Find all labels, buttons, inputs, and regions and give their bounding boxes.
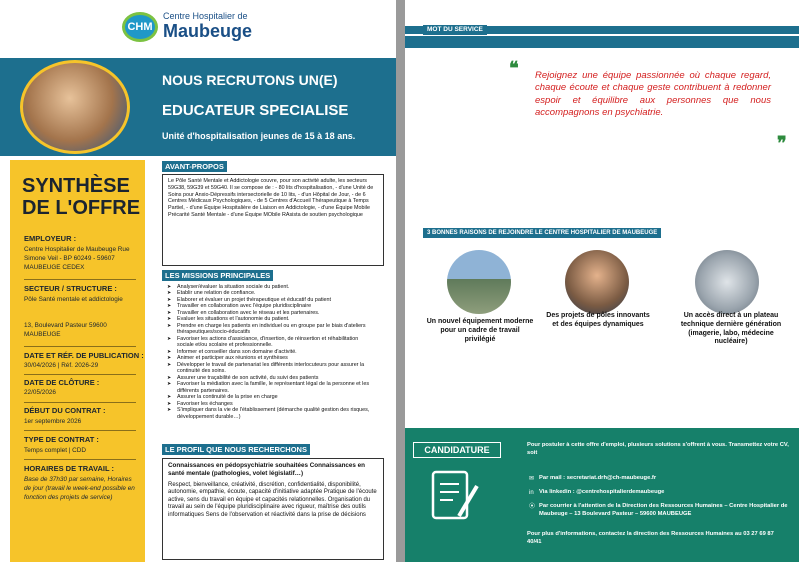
raison-1: Un nouvel équipement moderne pour un cadre de travail privilégié [426,318,534,343]
mission-item: ➤ Prendre en charge les patients en individuel ou en groupe par le biais d'ateliers thérapeutiques/socio-éducatifs [165,323,375,336]
mail-icon: ✉ [529,476,535,482]
linkedin-icon: in [529,490,534,496]
mission-item: ➤ Développer le travail de partenariat les différents interlocuteurs pour assurer la continuité des soins. [165,362,375,375]
mission-item: ➤ Etablir une relation de confiance. [165,290,375,296]
mot-heading: MOT DU SERVICE [423,25,487,35]
candidature-linkedin[interactable]: Via linkedin : @centrehospitalierdemaubeuge [539,489,665,495]
page-left [0,0,396,562]
candidature-contact: Pour plus d'informations, contactez la direction des Ressources Humaines au 03 27 69 87 40/41 [527,531,774,545]
cloture-value: 22/05/2026 [24,389,56,396]
mission-item: ➤ Assurer la continuité de la prise en charge [165,394,375,400]
candidature-courrier: Par courrier à l'attention de la Direction des Ressources Humaines – Centre Hospitalier de Maubeuge – 13 Boulevard Pasteur – 59600 MAUBEUGE [539,503,788,517]
scanner-photo [695,250,759,314]
candidature-heading: CANDIDATURE [413,442,501,458]
logo-line2: Maubeuge [163,21,253,42]
form-pen-icon [429,466,485,536]
location-icon: ⦿ [529,504,536,510]
missions-list [165,284,375,420]
hospital-building-photo [447,250,511,314]
debut-value: 1er septembre 2026 [24,418,82,425]
profil-heading: LE PROFIL QUE NOUS RECHERCHONS [162,444,310,455]
profil-text: Respect, bienveillance, créativité, discrétion, confidentialité, disponibilité, autonomie, empathie, écoute, capacité d'initiative adaptée Pratique de l'écoute active, sens du travail en équipe et capacités relationnelles. Organisation du travail au sein de l'équipe pluridisciplinaire avec rigueur, maîtrise des outils informatiques Sens de l'observation et réactivité dans la prise de décisions [168,481,377,518]
mission-item: ➤ Evaluer les situations et l'autonomie du patient. [165,316,375,322]
debut-label: DÉBUT DU CONTRAT : [24,406,106,415]
mission-item: ➤ Elaborer et évaluer un projet thérapeutique et éducatif du patient [165,297,375,303]
quote-close-icon: ❞ [777,133,787,153]
logo-line1: Centre Hospitalier de [163,11,248,22]
student-photo [20,60,130,154]
raison-3: Un accès direct à un plateau technique dernière génération (imagerie, labo, médecine nucléaire) [680,312,782,346]
quote-open-icon: ❝ [509,58,519,78]
recruit-title: NOUS RECRUTONS UN(E) [162,72,338,88]
missions-heading: LES MISSIONS PRINCIPALES [162,270,273,281]
job-title: EDUCATEUR SPECIALISE [162,102,349,119]
avant-propos-heading: AVANT-PROPOS [162,161,227,172]
page-right [405,0,799,562]
cloture-label: DATE DE CLÔTURE : [24,378,100,387]
mission-item: ➤ S'impliquer dans la vie de l'établissement (démarche qualité gestion des risques, développement durable…) [165,407,375,420]
employeur-value: Centre Hospitalier de Maubeuge Rue Simone Veil - BP 60249 - 59607 MAUBEUGE CEDEX [24,246,130,271]
raisons-heading: 3 BONNES RAISONS DE REJOINDRE LE CENTRE HOSPITALIER DE MAUBEUGE [423,228,661,238]
horaires-value: Base de 37h30 par semaine, Horaires de jour (travail le week-end possible en fonction des projets de service) [24,476,135,501]
secteur-value: Pôle Santé mentale et addictologie [24,296,123,303]
mission-item: ➤ Animer et participer aux réunions et synthèses [165,355,375,361]
publication-value: 30/04/2026 | Réf. 2026-29 [24,362,99,369]
type-contrat-label: TYPE DE CONTRAT : [24,435,99,444]
profil-bold: Connaissances en pédopsychiatrie souhaitées Connaissances en santé mentale (pathologies, volet législatif…) [168,462,366,477]
synthese-title: SYNTHÈSE DE L'OFFRE [22,175,141,219]
team-photo [565,250,629,314]
mission-item: ➤ Favoriser les échanges [165,401,375,407]
unit-subtitle: Unité d'hospitalisation jeunes de 15 à 18 ans. [162,131,356,141]
adresse-value: 13, Boulevard Pasteur 59600 MAUBEUGE [24,322,107,338]
chm-logo-icon: CHM [122,12,158,42]
employeur-label: EMPLOYEUR : [24,234,77,243]
mission-item: ➤ Favoriser les actions d'assiciance, d'insertion, de réinsertion et réhabilitation sociale et/ou scolaire et professionnelle. [165,336,375,349]
horaires-label: HORAIRES DE TRAVAIL : [24,464,115,473]
avant-propos-box: Le Pôle Santé Mentale et Addictologie couvre, pour son activité adulte, les secteurs 59G38, 59G39 et 59G40. Il se compose de : - 80 lits d'hospitalisation, - d'une Unité de Soins pour Anxio-Dépressifs intersectorielle de 10 lits, - d'un Hôpital de Jour, - de 6 Centres Médicaux Psychologiques, - de 5 Centres d'Accueil Thérapeutique à Temps Partiel, - d'une Équipe Hospitalière de Liaison en Addictologie, - d'une Équipe Mobile Précarité Santé Mentale - d'une Équipe MObile RAsista de soutien psychologique [162,174,384,266]
candidature-mail[interactable]: Par mail : secretariat.drh@ch-maubeuge.fr [539,475,657,481]
raison-2: Des projets de pôles innovants et des équipes dynamiques [546,312,650,328]
mission-item: ➤ Travailler en collaboration avec l'équipe pluridisciplinaire [165,303,375,309]
publication-label: DATE ET RÉF. DE PUBLICATION : [24,351,144,360]
mission-item: ➤ Favoriser la médiation avec la famille, le représentant légal de la personne et les différents partenaires. [165,381,375,394]
mission-item: ➤ Assurer une traçabilité de son activité, du suivi des patients [165,375,375,381]
mission-item: ➤ Analyser/évaluer la situation sociale du patient. [165,284,375,290]
candidature-intro: Pour postuler à cette offre d'emploi, plusieurs solutions s'offrent à vous. Transmettez votre CV, soit [527,442,789,456]
service-quote: Rejoignez une équipe passionnée où chaque regard, chaque écoute et chaque geste contribuent à redonner espoir et équilibre aux personnes que nous accompagnons en psychiatrie. [535,70,771,119]
secteur-label: SECTEUR / STRUCTURE : [24,284,117,293]
logo [122,12,252,42]
mission-item: ➤ Travailler en collaboration avec le réseau et les partenaires. [165,310,375,316]
type-contrat-value: Temps complet | CDD [24,447,87,454]
mission-item: ➤ Informer et conseiller dans son domaine d'activité. [165,349,375,355]
profil-box [162,458,384,560]
